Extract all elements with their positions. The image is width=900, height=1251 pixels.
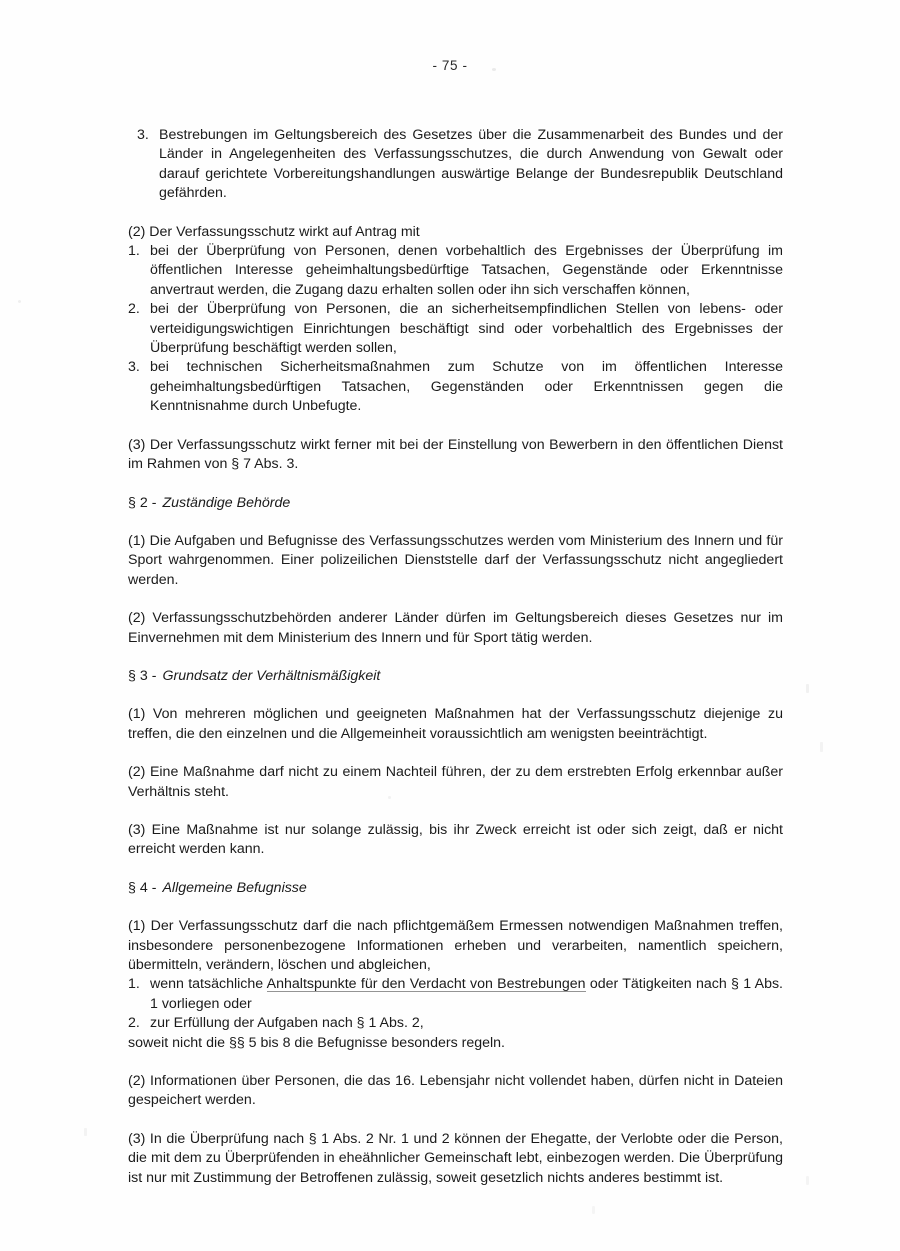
section-heading-par-4	[128, 879, 783, 898]
section-dash: -	[151, 667, 157, 684]
list-marker: 3.	[137, 127, 149, 143]
section-number: § 3	[128, 667, 148, 684]
list-item	[128, 358, 783, 416]
list-item-text-after: oder Tätigkeiten nach § 1 Abs. 1 vorliegen oder	[150, 976, 783, 1012]
par4-abs-1-list	[128, 975, 783, 1033]
scan-speck	[806, 684, 809, 693]
section-title: Zuständige Behörde	[162, 494, 291, 511]
list-marker: 1.	[128, 243, 140, 260]
list-item-text: bei der Überprüfung von Personen, die an sicherheitsempfindlichen Stellen von lebens- oder verteidigungswichtigen Einrichtungen beschäftigt sind oder vorbehaltlich des Ergebnisses der Überprüfung beschäftigt werden sollen,	[150, 301, 783, 357]
list-marker: 2.	[128, 301, 140, 318]
scan-speck	[84, 1128, 87, 1136]
list-item-text: bei technischen Sicherheitsmaßnahmen zum Schutze von im öffentlichen Interesse geheimhaltungsbedürftigen Tatsachen, Gegenständen oder Erkenntnissen gegen die Kenntnisnahme durch Unbefugte.	[150, 359, 783, 415]
scan-speck	[592, 1206, 595, 1214]
list-item	[128, 300, 783, 358]
list-item-text-before: zur Erfüllung der Aufgaben nach § 1 Abs. 2,	[150, 1015, 424, 1032]
section-number: § 4	[128, 879, 148, 896]
document-body	[128, 126, 783, 1207]
list-marker: 2.	[128, 1015, 140, 1032]
list-item-text-before: wenn tatsächliche	[150, 976, 267, 993]
paragraph-par4-abs-3: (3) In die Überprüfung nach § 1 Abs. 2 Nr. 1 und 2 können der Ehegatte, der Verlobte oder die Person, die mit dem zu Überprüfenden in eheähnlicher Gemeinschaft lebt, einbezogen werden. Die Überprüfung ist nur mit Zustimmung der Betroffenen zulässig, soweit gesetzlich nichts anderes bestimmt ist.	[128, 1130, 783, 1186]
abs-2-list	[128, 242, 783, 417]
scan-speck	[18, 300, 21, 303]
section-heading-par-2	[128, 494, 783, 513]
section-heading-par-3	[128, 667, 783, 686]
paragraph-par4-abs-1-tail: soweit nicht die §§ 5 bis 8 die Befugnisse besonders regeln.	[128, 1034, 505, 1051]
list-item	[128, 975, 783, 1014]
paragraph-par3-abs-1: (1) Von mehreren möglichen und geeigneten Maßnahmen hat der Verfassungsschutz diejenige zu treffen, die den einzelnen und die Allgemeinheit voraussichtlich am wenigsten beeinträchtigt.	[128, 706, 783, 742]
paragraph-par3-abs-3: (3) Eine Maßnahme ist nur solange zulässig, bis ihr Zweck erreicht ist oder sich zeigt, daß er nicht erreicht werden kann.	[128, 821, 783, 858]
list-item	[137, 126, 783, 204]
paragraph-abs-3: (3) Der Verfassungsschutz wirkt ferner mit bei der Einstellung von Bewerbern in den öffentlichen Dienst im Rahmen von § 7 Abs. 3.	[128, 436, 783, 473]
section-title: Allgemeine Befugnisse	[162, 879, 307, 896]
paragraph-par4-abs-2: (2) Informationen über Personen, die das 16. Lebensjahr nicht vollendet haben, dürfen nicht in Dateien gespeichert werden.	[128, 1073, 783, 1109]
paragraph-par2-abs-2: (2) Verfassungsschutzbehörden anderer Länder dürfen im Geltungsbereich dieses Gesetzes nur im Einvernehmen mit dem Ministerium des Innern und für Sport tätig werden.	[128, 610, 783, 646]
list-item	[128, 242, 783, 300]
paragraph-par4-abs-1-lead: (1) Der Verfassungsschutz darf die nach pflichtgemäßem Ermessen notwendigen Maßnahmen treffen, insbesondere personenbezogene Informationen erheben und verarbeiten, namentlich speichern, übermitteln, verändern, löschen und abgleichen,	[128, 918, 783, 973]
list-marker: 1.	[128, 976, 140, 993]
section-title: Grundsatz der Verhältnismäßigkeit	[162, 667, 381, 684]
continued-list	[137, 126, 783, 204]
paragraph-par2-abs-1: (1) Die Aufgaben und Befugnisse des Verfassungsschutzes werden vom Ministerium des Innern und für Sport wahrgenommen. Einer polizeilichen Dienststelle darf der Verfassungsschutz nicht angegliedert werden.	[128, 532, 783, 588]
section-number: § 2	[128, 494, 148, 511]
scan-speck	[806, 1176, 809, 1185]
list-item-text: bei der Überprüfung von Personen, denen vorbehaltlich des Ergebnisses der Überprüfung im öffentlichen Interesse geheimhaltungsbedürftige Tatsachen, Gegenstände oder Erkenntnisse anvertraut werden, die Zugang dazu erhalten sollen oder ihn sich verschaffen können,	[150, 243, 783, 298]
section-dash: -	[151, 494, 157, 511]
list-marker: 3.	[128, 359, 140, 376]
list-item-text: Bestrebungen im Geltungsbereich des Gesetzes über die Zusammenarbeit des Bundes und der Länder in Angelegenheiten des Verfassungsschutzes, die durch Anwendung von Gewalt oder darauf gerichtete Vorbereitungshandlungen auswärtige Belange der Bundesrepublik Deutschland gefährden.	[159, 127, 783, 202]
section-dash: -	[151, 879, 157, 896]
paragraph-abs-2-lead: (2) Der Verfassungsschutz wirkt auf Antrag mit	[128, 223, 420, 240]
scan-speck	[820, 742, 823, 752]
pencil-underlined-phrase: Anhaltspunkte für den Verdacht von Bestrebungen	[266, 976, 586, 993]
paragraph-par3-abs-2: (2) Eine Maßnahme darf nicht zu einem Nachteil führen, der zu dem erstrebten Erfolg erkennbar außer Verhältnis steht.	[128, 764, 783, 800]
page-number: - 75 -	[432, 58, 468, 73]
list-item	[128, 1014, 783, 1033]
